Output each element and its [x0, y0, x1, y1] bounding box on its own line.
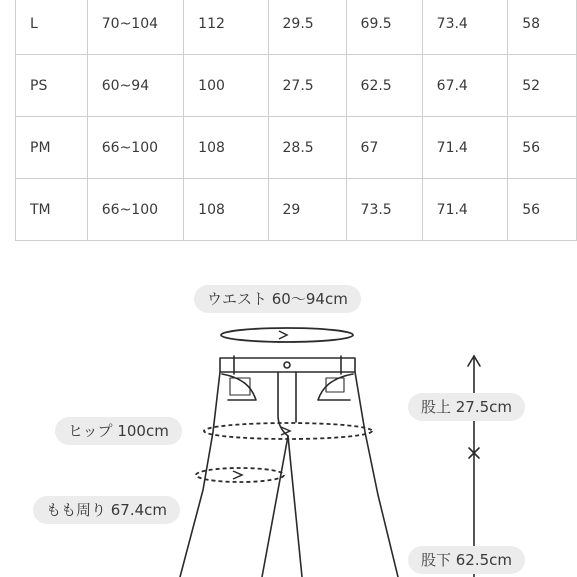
table-cell: 73.5: [346, 179, 422, 241]
table-row: [16, 0, 577, 55]
table-cell: 69.5: [346, 0, 422, 55]
waist-label: ウエスト 60〜94cm: [194, 285, 361, 313]
table-cell: 100: [184, 55, 268, 117]
table-cell: 70~104: [87, 0, 183, 55]
table-row: [16, 55, 577, 117]
size-cell: TM: [16, 179, 88, 241]
table-cell: 66~100: [87, 179, 183, 241]
table-cell: 71.4: [422, 179, 508, 241]
table-row: [16, 117, 577, 179]
left-leg-outline: [180, 372, 220, 577]
table-cell: 29.5: [268, 0, 346, 55]
size-cell: PM: [16, 117, 88, 179]
table-cell: 67: [346, 117, 422, 179]
table-cell: 112: [184, 0, 268, 55]
table-cell: 56: [508, 179, 577, 241]
table-cell: 73.4: [422, 0, 508, 55]
table-cell: 28.5: [268, 117, 346, 179]
table-cell: 67.4: [422, 55, 508, 117]
table-cell: 71.4: [422, 117, 508, 179]
size-table: [15, 0, 577, 241]
inseam-label: 股下 62.5cm: [408, 546, 525, 574]
thigh-measure-ring: [196, 468, 284, 482]
button-icon: [284, 362, 290, 368]
table-cell: 58: [508, 0, 577, 55]
table-cell: 52: [508, 55, 577, 117]
table-cell: 66~100: [87, 117, 183, 179]
size-cell: L: [16, 0, 88, 55]
table-cell: 62.5: [346, 55, 422, 117]
table-cell: 29: [268, 179, 346, 241]
table-cell: 108: [184, 117, 268, 179]
rise-label: 股上 27.5cm: [408, 393, 525, 421]
right-leg-outline: [355, 372, 398, 577]
table-cell: 56: [508, 117, 577, 179]
fly-outline: [278, 372, 288, 436]
table-cell: 27.5: [268, 55, 346, 117]
waistband-outline: [220, 358, 355, 372]
size-cell: PS: [16, 55, 88, 117]
thigh-label: もも周り 67.4cm: [33, 496, 180, 524]
hip-label: ヒップ 100cm: [55, 417, 182, 445]
right-inner-leg: [288, 436, 302, 577]
measurement-diagram: [0, 250, 577, 577]
table-row: [16, 179, 577, 241]
table-cell: 108: [184, 179, 268, 241]
table-cell: 60~94: [87, 55, 183, 117]
left-inner-leg: [262, 436, 288, 577]
